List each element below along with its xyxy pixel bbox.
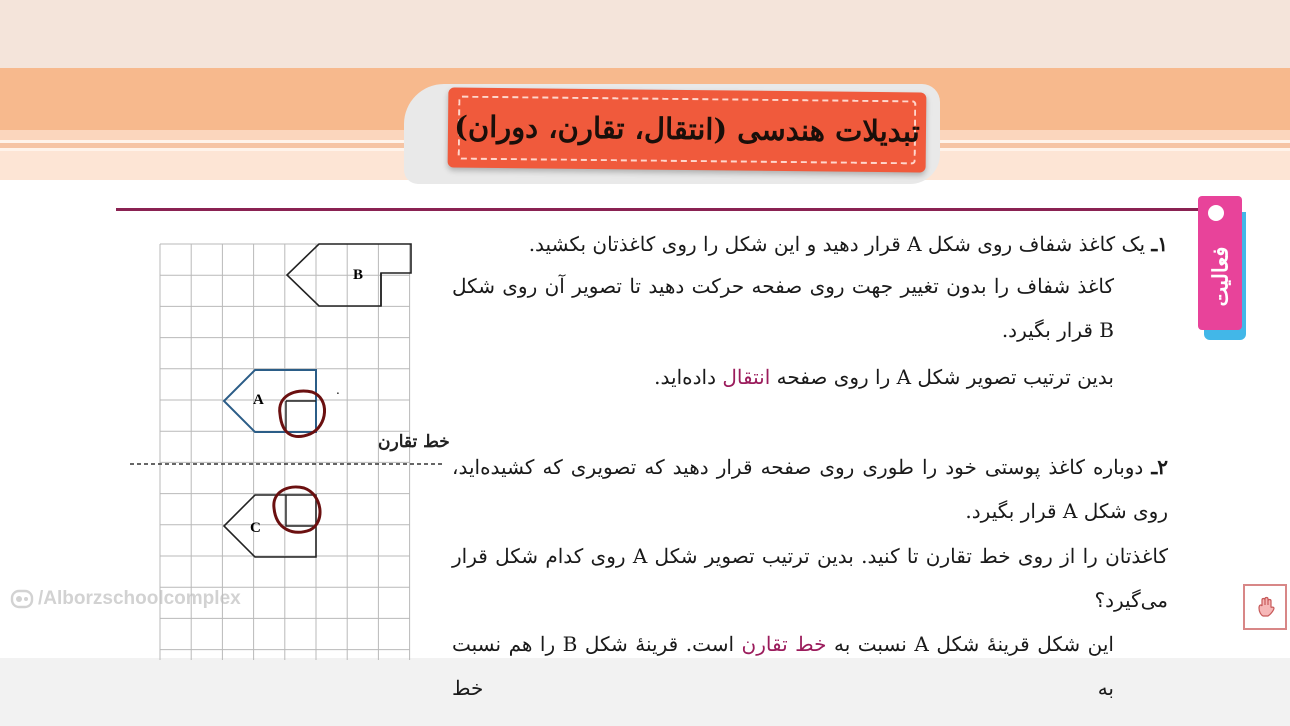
top-background [0,0,1290,70]
paragraph-2: کاغذ شفاف را بدون تغییر جهت روی صفحه حرکت دهید تا تصویر آن روی شکل B قرار بگیرد. [452,274,1114,342]
paragraph-1 [452,222,1168,266]
section-divider [116,208,1200,211]
item-number-2: ۲ـ [1151,455,1168,479]
paragraph-6 [452,622,1114,710]
paragraph-6-after: است. قرینهٔ شکل B را هم نسبت به خط [452,632,1114,700]
paragraph-3-before: بدین ترتیب تصویر شکل A را روی صفحه [776,365,1114,389]
hand-pointer-icon [1255,596,1277,618]
watermark-logo-icon [10,588,34,610]
symmetry-line-term: خط تقارن [741,632,827,656]
paragraph-1-text: یک کاغذ شفاف روی شکل A قرار دهید و این شکل را روی کاغذتان بکشید. [528,232,1146,256]
paragraph-6-before: این شکل قرینهٔ شکل A نسبت به [834,632,1114,656]
title-banner [404,76,940,188]
activity-tab-body [1198,196,1242,330]
activity-tab [1198,196,1248,340]
page-title: تبدیلات هندسی (انتقال، تقارن، دوران) [454,109,920,149]
paragraph-3 [452,355,1114,399]
paragraph-5: کاغذتان را از روی خط تقارن تا کنید. بدین ترتیب تصویر شکل A روی کدام شکل قرار می‌گیرد؟ [452,544,1168,612]
paragraph-4 [452,445,1168,533]
shape-c-inner [286,495,316,526]
translation-term: انتقال [722,365,771,389]
paragraph-3-after: داده‌اید. [654,365,716,389]
title-box [448,87,927,172]
hand-pointer-button[interactable] [1243,584,1287,630]
watermark-text: /Alborzschoolcomplex [38,588,241,609]
shape-label-c: C [250,520,261,536]
item-number-1: ۱ـ [1151,232,1168,256]
paragraph-4-text: دوباره کاغذ پوستی خود را طوری روی صفحه قرار دهید که تصویری که کشیده‌اید، روی شکل A قرار بگیرد. [452,455,1168,523]
shape-label-a: A [253,392,264,408]
dot-mark: . [336,383,340,397]
activity-label: فعالیت [1207,246,1233,307]
symmetry-line-label: خط تقارن [378,432,450,452]
shape-label-b: B [353,267,364,283]
